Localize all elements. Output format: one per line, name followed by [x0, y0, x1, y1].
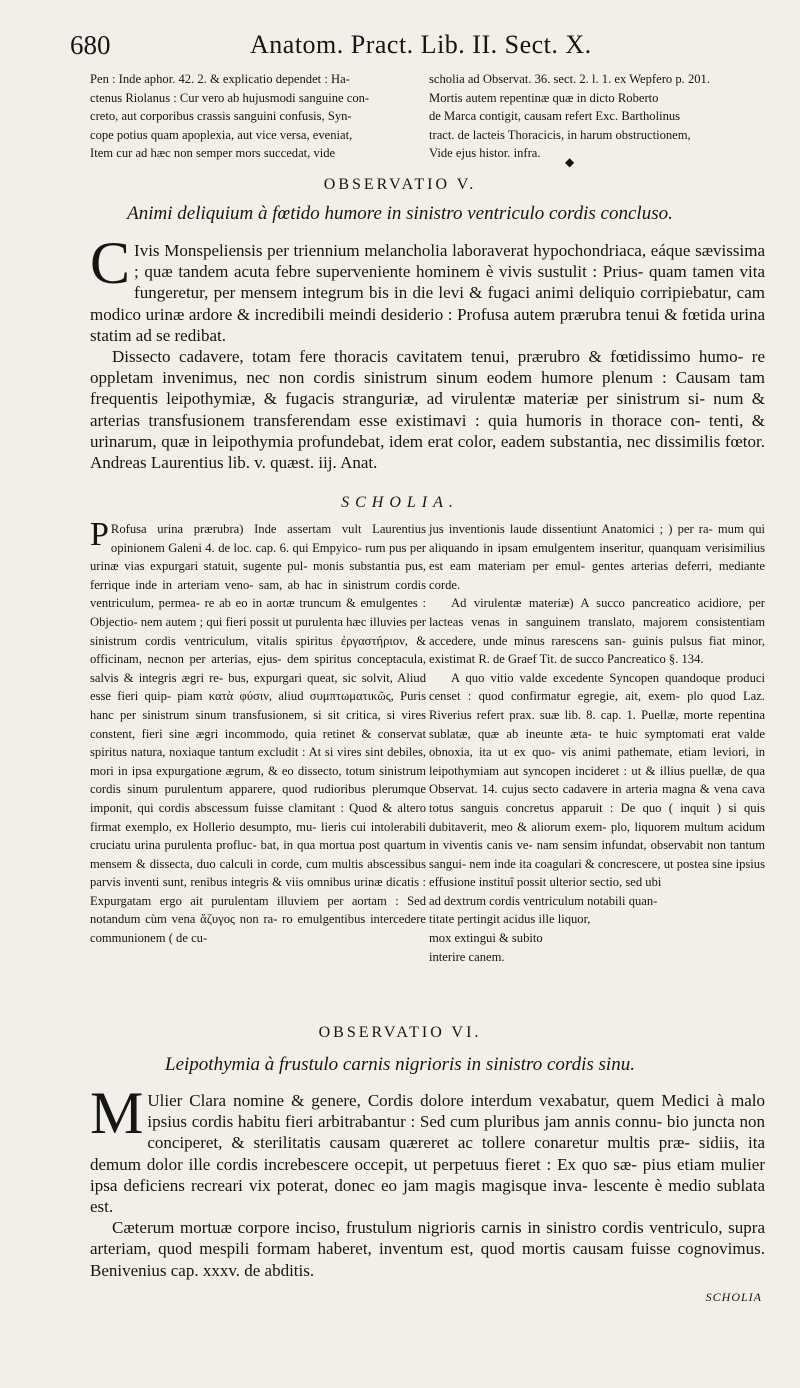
paragraph: Cæterum mortuæ corpore inciso, frustulum nigrioris carnis in sinistro cordis ventriculo, supra arteriam, quod mespili formam haberet, inventum est, quod mortis causam fuisse cognovimus. Benivenius cap. xxxv. de abditis.	[90, 1218, 765, 1280]
tail-line: interire canem.	[429, 949, 505, 964]
text-line: Pen : Inde aphor. 42. 2. & explicatio dependet : Ha-	[90, 72, 350, 86]
ornament-icon: ◆	[565, 155, 575, 169]
scholia-right-column	[429, 520, 765, 966]
drop-cap: P	[90, 516, 109, 553]
observation-5-body	[90, 230, 765, 473]
paragraph	[90, 230, 765, 346]
paragraph-text: Ulier Clara nomine & genere, Cordis dolore interdum vexabatur, quem Medici à malo ipsius cordis habitu fieri arbitrabantur : Sed cum pluribus jam annis connu- bio juncta non conciperet, & sterilitatis causam quæreret ac tollere conaretur multis præ- sidiis, ita demum dolor ille cordis increbescere occepit, ut perpetuus fieret : Ex quo sæ- pius etiam mulier ipsa deficiens recreari vix poterat, donec eo jam magis magisque inva- lescente è medio sublata est.	[90, 1091, 765, 1217]
paragraph: jus inventionis laude dissentiunt Anatomici ; ) per ra- mum qui aliquando in ipsam emulgentem inseritur, quanquam verisimilius est eam materiam per emul- gentes arterias deferri, mediante corde.	[429, 522, 765, 592]
text-line: cope potius quam apoplexia, aut vice versa, eveniat,	[90, 127, 353, 142]
paragraph: Dissecto cadavere, totam fere thoracis cavitatem tenui, prærubro & fœtidissimo humo- re oppletam invenimus, nec non cordis sinistrum sinum eodem humore plenum : Causam tam frequentis leipothymiæ, & fugacis stranguriæ, ad virulentæ materiæ per sinistrum si- num & arterias transfusionem transferendam esse existimavi : quia humoris in thorace con- tenti, & urinarum, quæ in leipothymia profundebat, idem erat color, eadem substantia, nec dissimilis fœtor. Andreas Laurentius lib. v. quæst. iij. Anat.	[90, 347, 765, 473]
running-title: Anatom. Pract. Lib. II. Sect. X.	[250, 30, 592, 59]
text-line: creto, aut corporibus crassis sanguini confusis, Syn-	[90, 109, 352, 124]
top-left-column	[90, 70, 426, 163]
scholia-left-column	[90, 516, 426, 966]
text-line: Item cur ad hæc non semper mors succedat, vide	[90, 146, 336, 161]
observation-6-heading: OBSERVATIO VI.	[318, 1024, 482, 1041]
scholia-heading: SCHOLIA.	[341, 494, 459, 511]
text-line: scholia ad Observat. 36. sect. 2. l. 1. ex Wepfero p. 201.	[429, 72, 710, 86]
text-line: tract. de lacteis Thoracicis, in harum obstructionem,	[429, 127, 691, 142]
text-line: ctenus Riolanus : Cur vero ab hujusmodi sanguine con-	[90, 90, 370, 105]
observation-6-subtitle: Leipothymia à frustulo carnis nigrioris in sinistro cordis sinu.	[165, 1054, 635, 1075]
text-line: Mortis autem repentinæ quæ in dicto Roberto	[429, 90, 659, 105]
tail-line: ad dextrum cordis ventriculum notabili quan-	[429, 893, 658, 908]
top-continuation	[90, 70, 765, 163]
page-number: 680	[70, 30, 111, 60]
text-line: Vide ejus histor. infra.	[429, 146, 541, 161]
top-right-column	[429, 70, 765, 163]
paragraph: A quo vitio valde excedente Syncopen quandoque produci censet : quod confirmatur egregie, ait, exem- plo quod Laz. Riverius refert prax. suæ lib. 8. cap. 1. Puellæ, morte repentina sublatæ, quæ ab ineunte æta- te huic symptomati erat valde obnoxia, ita ut ex quo- vis animi pathemate, etiam leviori, in leipothymiam aut syncopen incideret : ut & illius puellæ, de qua Observat. 14. cujus secto cadavere in arteria magna & vena cava totus sanguis concretus apparuit : De quo ( inquit ) si quis dubitaverit, meo & aliorum exem- plo, liquorem multum acidum in viventis canis ve- nam sensim infundat, observabit non tantum sangui- nem inde ita coagulari & concrescere, ut postea sine ipsius effusione instituî possit ulterior sectio, sed ubi	[429, 670, 765, 890]
paragraph-text: Ivis Monspeliensis per triennium melancholia laboraverat hypochondriaca, eáque sævissima ; quæ tandem acuta febre superveniente hominem è vivis sustulit : Prius- quam tamen vita fungeretur, per mensem integrum bis in die levi & fugaci animi deliquio corripiebatur, cam modico urinæ ardore & incredibili meindi desiderio : Profusa autem prærubra tenui & fœtida urina statim ad se redibat.	[90, 241, 765, 345]
tail-line: mox extingui & subito	[429, 931, 543, 946]
paragraph: Ad virulentæ materiæ) A succo pancreatico acidiore, per lacteas venas in sanguinem translato, majorem consistentiam accedere, unde minus rarescens san- guinis pulsus fiat minor, existimat R. de Graef Tit. de succo Pancreatico §. 134.	[429, 596, 765, 667]
observation-5-subtitle: Animi deliquium à fœtido humore in sinistro ventriculo cordis concluso.	[127, 203, 673, 224]
drop-cap: C	[90, 230, 131, 296]
scholia-columns	[90, 516, 765, 966]
scholia-left-text: P Rofusa urina prærubra) Inde assertam vult Laurentius opinionem Galeni 4. de loc. cap. 6. qui Empyico- rum pus per urinæ vias expurgari statuit, sugente pul- monis substantia pus, ferrique inde in arteriam veno- sam, ab hac in sinistrum cordis ventriculum, permea- re ab eo in aortæ truncum & emulgentes : Objectio- nem autem ; qui fieri possit ut purulenta hæc illuvies per sinistrum cordis ventriculum, vitalis spiritus ἐργαστήριον, & officinam, necnon per arterias, ejus- dem spiritus conceptacula, salvis & integris ægri re- bus, expurgari queat, sic solvit, Aliud esse fieri quip- piam κατὰ φύσιν, aliud συμπτωματικῶς, Puris hanc per sinistrum sinum transfusionem, si sit critica, si vires constent, fieri sine ægri incommodo, quia retinet & conservat spiritus natura, noxiaque tantum excludit : At si vires sint debiles, mori in ipsa expurgatione ægrum, & eo dissecto, totum sinistrum cordis sinum purulentum apparere, quod rudioribus plerumque imponit, qui cordis abscessum fuisse clamitant : Quod & altero firmat exemplo, ex Hollerio desumpto, mu- lieris cui intolerabili cruciatu urina purulenta profluc- bat, in qua mortua post quartum mensem & dissecta, duo calculi in corde, cum multis abscessibus parvis inventi sunt, renibus integris & viis omnibus urinæ dicatis : Expurgatam ergo ait purulentam illuviem per aortam : Sed notandum cùm vena ἄζυγος non ra- ro emulgentibus intercedere communionem ( de cu-	[90, 516, 426, 946]
paragraph	[90, 1080, 765, 1217]
drop-cap: M	[90, 1080, 144, 1146]
running-head	[70, 26, 770, 66]
catchword: SCHOLIA	[705, 1290, 762, 1304]
observation-6-body	[90, 1080, 765, 1281]
observation-5-heading: OBSERVATIO V.	[323, 176, 477, 193]
tail-line: titate pertingit acidus ille liquor,	[429, 912, 591, 927]
text-line: de Marca contigit, causam refert Exc. Bartholinus	[429, 109, 681, 124]
